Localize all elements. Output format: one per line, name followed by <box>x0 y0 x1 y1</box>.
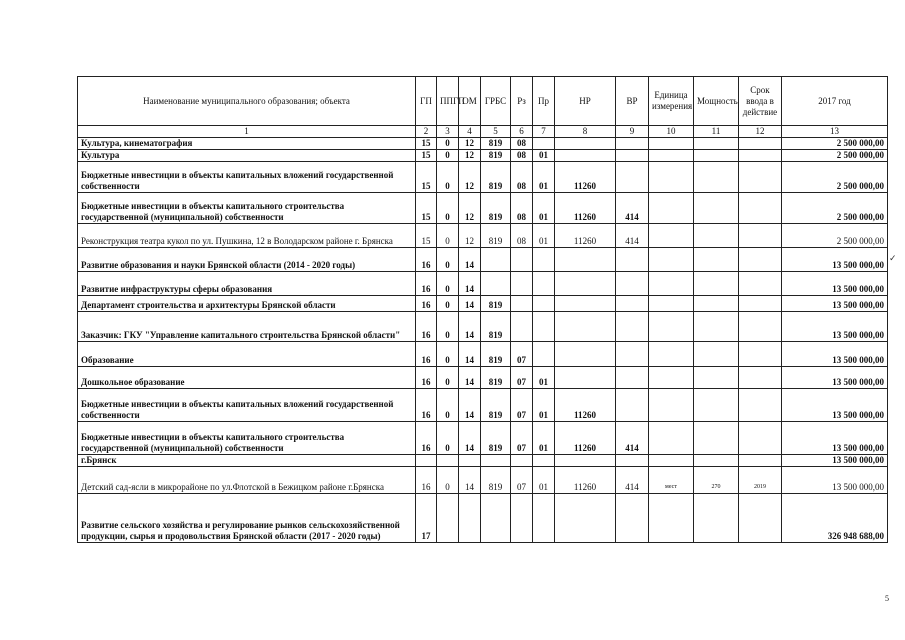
header-name: Наименование муниципального образования; объекта <box>78 77 416 126</box>
cell-vr: 414 <box>616 467 649 494</box>
cell-om <box>459 455 481 467</box>
cell-ppgp: 0 <box>437 342 459 367</box>
cell-unit <box>649 422 694 455</box>
header-vr: ВР <box>616 77 649 126</box>
cell-om: 12 <box>459 138 481 150</box>
cell-vr: 414 <box>616 422 649 455</box>
cell-ppgp: 0 <box>437 162 459 193</box>
cell-om: 14 <box>459 389 481 422</box>
col-number: 13 <box>782 126 888 138</box>
col-number: 11 <box>694 126 739 138</box>
cell-om: 14 <box>459 312 481 342</box>
cell-term <box>739 138 782 150</box>
cell-unit <box>649 150 694 162</box>
cell-vr <box>616 138 649 150</box>
table-row <box>78 494 888 543</box>
cell-vr <box>616 342 649 367</box>
header-pr: Пр <box>533 77 555 126</box>
cell-term: 2019 <box>739 467 782 494</box>
header-year: 2017 год <box>782 77 888 126</box>
cell-power <box>694 162 739 193</box>
col-number: 3 <box>437 126 459 138</box>
cell-ppgp: 0 <box>437 312 459 342</box>
cell-name: Культура, кинематография <box>78 138 416 150</box>
cell-rz <box>511 494 533 543</box>
cell-np <box>555 296 616 312</box>
cell-term <box>739 162 782 193</box>
cell-power <box>694 312 739 342</box>
table-row <box>78 389 888 422</box>
cell-pr: 01 <box>533 467 555 494</box>
cell-pr <box>533 312 555 342</box>
cell-name: Реконструкция театра кукол по ул. Пушкина, 12 в Володарском районе г. Брянска <box>78 224 416 248</box>
cell-rz: 08 <box>511 138 533 150</box>
cell-rz: 08 <box>511 193 533 224</box>
cell-term <box>739 389 782 422</box>
cell-np <box>555 312 616 342</box>
cell-amount: 13 500 000,00 <box>782 389 888 422</box>
table-row <box>78 455 888 467</box>
page-number: 5 <box>885 594 889 603</box>
cell-pr: 01 <box>533 162 555 193</box>
cell-unit <box>649 272 694 296</box>
cell-grbs: 819 <box>481 150 511 162</box>
cell-om <box>459 494 481 543</box>
cell-np <box>555 342 616 367</box>
cell-pr: 01 <box>533 150 555 162</box>
cell-grbs: 819 <box>481 224 511 248</box>
table-row <box>78 312 888 342</box>
table-row <box>78 467 888 494</box>
cell-name: Бюджетные инвестиции в объекты капитального строительства государственной (муниципальной) собственности <box>78 422 416 455</box>
cell-grbs: 819 <box>481 422 511 455</box>
cell-gp: 15 <box>416 193 437 224</box>
cell-grbs: 819 <box>481 312 511 342</box>
cell-om: 14 <box>459 248 481 272</box>
cell-name: Развитие инфраструктуры сферы образования <box>78 272 416 296</box>
cell-np: 11260 <box>555 389 616 422</box>
col-number: 4 <box>459 126 481 138</box>
cell-gp: 15 <box>416 138 437 150</box>
cell-gp <box>416 455 437 467</box>
cell-gp: 15 <box>416 162 437 193</box>
cell-om: 14 <box>459 272 481 296</box>
cell-name: Образование <box>78 342 416 367</box>
cell-ppgp: 0 <box>437 138 459 150</box>
cell-term <box>739 312 782 342</box>
cell-vr <box>616 389 649 422</box>
header-om: ОМ <box>459 77 481 126</box>
cell-pr <box>533 296 555 312</box>
cell-name: Бюджетные инвестиции в объекты капитальных вложений государственной собственности <box>78 389 416 422</box>
cell-amount: 2 500 000,00 <box>782 224 888 248</box>
cell-power <box>694 138 739 150</box>
cell-pr: 01 <box>533 389 555 422</box>
cell-name: Развитие сельского хозяйства и регулирование рынков сельскохозяйственной продукции, сырья и продовольствия Брянской области (2017 - 2020 годы) <box>78 494 416 543</box>
cell-grbs: 819 <box>481 296 511 312</box>
header-unit: Единица измерения <box>649 77 694 126</box>
cell-amount: 2 500 000,00 <box>782 150 888 162</box>
cell-vr <box>616 455 649 467</box>
cell-vr: 414 <box>616 224 649 248</box>
cell-unit <box>649 494 694 543</box>
cell-om: 12 <box>459 224 481 248</box>
cell-unit <box>649 162 694 193</box>
cell-pr: 01 <box>533 224 555 248</box>
cell-om: 14 <box>459 467 481 494</box>
col-number: 6 <box>511 126 533 138</box>
cell-term <box>739 422 782 455</box>
cell-ppgp: 0 <box>437 367 459 389</box>
table-row <box>78 138 888 150</box>
cell-unit <box>649 312 694 342</box>
cell-term <box>739 224 782 248</box>
header-gp: ГП <box>416 77 437 126</box>
cell-om: 14 <box>459 422 481 455</box>
header-np: НР <box>555 77 616 126</box>
table-row <box>78 248 888 272</box>
cell-np <box>555 455 616 467</box>
cell-vr <box>616 296 649 312</box>
cell-unit <box>649 455 694 467</box>
cell-rz <box>511 272 533 296</box>
cell-power <box>694 224 739 248</box>
cell-power <box>694 389 739 422</box>
table-row <box>78 193 888 224</box>
cell-vr <box>616 162 649 193</box>
cell-amount: 13 500 000,00 <box>782 455 888 467</box>
table-header-row <box>78 77 888 126</box>
cell-unit <box>649 224 694 248</box>
table-row <box>78 224 888 248</box>
cell-amount: 13 500 000,00 <box>782 312 888 342</box>
cell-pr <box>533 494 555 543</box>
cell-gp: 15 <box>416 224 437 248</box>
cell-pr: 01 <box>533 367 555 389</box>
cell-gp: 17 <box>416 494 437 543</box>
cell-unit <box>649 193 694 224</box>
cell-term <box>739 150 782 162</box>
table-row <box>78 272 888 296</box>
cell-vr <box>616 312 649 342</box>
cell-rz: 08 <box>511 224 533 248</box>
cell-gp: 16 <box>416 248 437 272</box>
header-term: Срок ввода в действие <box>739 77 782 126</box>
cell-amount: 13 500 000,00 <box>782 248 888 272</box>
cell-pr: 01 <box>533 422 555 455</box>
cell-term <box>739 342 782 367</box>
cell-unit <box>649 296 694 312</box>
cell-name: Департамент строительства и архитектуры Брянской области <box>78 296 416 312</box>
cell-amount: 2 500 000,00 <box>782 193 888 224</box>
cell-om: 14 <box>459 342 481 367</box>
cell-power <box>694 272 739 296</box>
cell-amount: 2 500 000,00 <box>782 138 888 150</box>
cell-rz <box>511 296 533 312</box>
col-number: 9 <box>616 126 649 138</box>
cell-ppgp: 0 <box>437 272 459 296</box>
cell-rz: 08 <box>511 162 533 193</box>
cell-rz: 07 <box>511 467 533 494</box>
cell-rz <box>511 455 533 467</box>
cell-rz: 08 <box>511 150 533 162</box>
cell-gp: 16 <box>416 342 437 367</box>
margin-checkmark: ✓ <box>889 253 897 263</box>
header-ppgp: ППГП <box>437 77 459 126</box>
cell-grbs: 819 <box>481 467 511 494</box>
cell-power <box>694 367 739 389</box>
cell-ppgp: 0 <box>437 296 459 312</box>
cell-rz: 07 <box>511 342 533 367</box>
cell-rz <box>511 312 533 342</box>
cell-om: 12 <box>459 162 481 193</box>
cell-pr <box>533 248 555 272</box>
cell-rz <box>511 248 533 272</box>
cell-gp: 16 <box>416 422 437 455</box>
cell-power <box>694 342 739 367</box>
col-number: 5 <box>481 126 511 138</box>
cell-term <box>739 296 782 312</box>
cell-om: 14 <box>459 296 481 312</box>
cell-vr <box>616 150 649 162</box>
col-number: 1 <box>78 126 416 138</box>
cell-ppgp: 0 <box>437 467 459 494</box>
cell-np <box>555 494 616 543</box>
cell-np <box>555 367 616 389</box>
cell-gp: 16 <box>416 272 437 296</box>
cell-gp: 16 <box>416 367 437 389</box>
cell-om: 12 <box>459 193 481 224</box>
cell-om: 12 <box>459 150 481 162</box>
cell-om: 14 <box>459 367 481 389</box>
cell-unit <box>649 342 694 367</box>
cell-term <box>739 367 782 389</box>
cell-amount: 13 500 000,00 <box>782 467 888 494</box>
table-row <box>78 342 888 367</box>
cell-pr <box>533 272 555 296</box>
cell-name: Развитие образования и науки Брянской области (2014 - 2020 годы) <box>78 248 416 272</box>
cell-name: Заказчик: ГКУ "Управление капитального строительства Брянской области" <box>78 312 416 342</box>
cell-power <box>694 248 739 272</box>
cell-amount: 326 948 688,00 <box>782 494 888 543</box>
cell-grbs <box>481 455 511 467</box>
cell-name: Детский сад-ясли в микрорайоне по ул.Флотской в Бежицком районе г.Брянска <box>78 467 416 494</box>
cell-amount: 13 500 000,00 <box>782 422 888 455</box>
cell-np: 11260 <box>555 467 616 494</box>
header-rz: Рз <box>511 77 533 126</box>
cell-term <box>739 193 782 224</box>
cell-ppgp: 0 <box>437 248 459 272</box>
cell-np: 11260 <box>555 162 616 193</box>
cell-pr <box>533 455 555 467</box>
table-row <box>78 162 888 193</box>
cell-rz: 07 <box>511 389 533 422</box>
cell-term <box>739 272 782 296</box>
cell-pr <box>533 138 555 150</box>
header-power: Мощность <box>694 77 739 126</box>
cell-vr: 414 <box>616 193 649 224</box>
cell-np <box>555 248 616 272</box>
cell-np: 11260 <box>555 193 616 224</box>
cell-gp: 15 <box>416 150 437 162</box>
cell-name: г.Брянск <box>78 455 416 467</box>
cell-power <box>694 494 739 543</box>
header-grbs: ГРБС <box>481 77 511 126</box>
cell-np <box>555 272 616 296</box>
cell-amount: 2 500 000,00 <box>782 162 888 193</box>
cell-grbs: 819 <box>481 138 511 150</box>
col-number: 8 <box>555 126 616 138</box>
cell-rz: 07 <box>511 367 533 389</box>
cell-ppgp: 0 <box>437 389 459 422</box>
cell-name: Дошкольное образование <box>78 367 416 389</box>
cell-np: 11260 <box>555 224 616 248</box>
cell-ppgp <box>437 455 459 467</box>
cell-unit: мест <box>649 467 694 494</box>
cell-power <box>694 150 739 162</box>
cell-np: 11260 <box>555 422 616 455</box>
cell-power <box>694 422 739 455</box>
cell-np <box>555 138 616 150</box>
cell-unit <box>649 248 694 272</box>
cell-name: Бюджетные инвестиции в объекты капитального строительства государственной (муниципальной) собственности <box>78 193 416 224</box>
table-body <box>78 138 888 543</box>
cell-power: 270 <box>694 467 739 494</box>
cell-pr: 01 <box>533 193 555 224</box>
cell-grbs <box>481 494 511 543</box>
cell-ppgp <box>437 494 459 543</box>
cell-ppgp: 0 <box>437 224 459 248</box>
cell-power <box>694 296 739 312</box>
cell-grbs: 819 <box>481 193 511 224</box>
cell-unit <box>649 367 694 389</box>
cell-grbs <box>481 272 511 296</box>
cell-power <box>694 193 739 224</box>
cell-pr <box>533 342 555 367</box>
cell-vr <box>616 367 649 389</box>
cell-amount: 13 500 000,00 <box>782 342 888 367</box>
cell-ppgp: 0 <box>437 150 459 162</box>
col-number: 7 <box>533 126 555 138</box>
cell-term <box>739 455 782 467</box>
cell-amount: 13 500 000,00 <box>782 367 888 389</box>
table-row <box>78 150 888 162</box>
col-number: 12 <box>739 126 782 138</box>
cell-np <box>555 150 616 162</box>
cell-power <box>694 455 739 467</box>
table-row <box>78 422 888 455</box>
cell-vr <box>616 248 649 272</box>
table-row <box>78 296 888 312</box>
cell-amount: 13 500 000,00 <box>782 272 888 296</box>
cell-grbs: 819 <box>481 389 511 422</box>
cell-amount: 13 500 000,00 <box>782 296 888 312</box>
col-number: 2 <box>416 126 437 138</box>
col-number: 10 <box>649 126 694 138</box>
cell-grbs: 819 <box>481 367 511 389</box>
cell-ppgp: 0 <box>437 422 459 455</box>
cell-grbs: 819 <box>481 162 511 193</box>
cell-term <box>739 248 782 272</box>
cell-grbs: 819 <box>481 342 511 367</box>
cell-gp: 16 <box>416 389 437 422</box>
cell-term <box>739 494 782 543</box>
table-row <box>78 367 888 389</box>
cell-ppgp: 0 <box>437 193 459 224</box>
cell-grbs <box>481 248 511 272</box>
cell-rz: 07 <box>511 422 533 455</box>
cell-name: Культура <box>78 150 416 162</box>
cell-unit <box>649 138 694 150</box>
column-number-row <box>78 126 888 138</box>
cell-gp: 16 <box>416 312 437 342</box>
cell-name: Бюджетные инвестиции в объекты капитальных вложений государственной собственности <box>78 162 416 193</box>
cell-vr <box>616 272 649 296</box>
cell-vr <box>616 494 649 543</box>
cell-unit <box>649 389 694 422</box>
cell-gp: 16 <box>416 296 437 312</box>
budget-table <box>77 76 888 543</box>
cell-gp: 16 <box>416 467 437 494</box>
